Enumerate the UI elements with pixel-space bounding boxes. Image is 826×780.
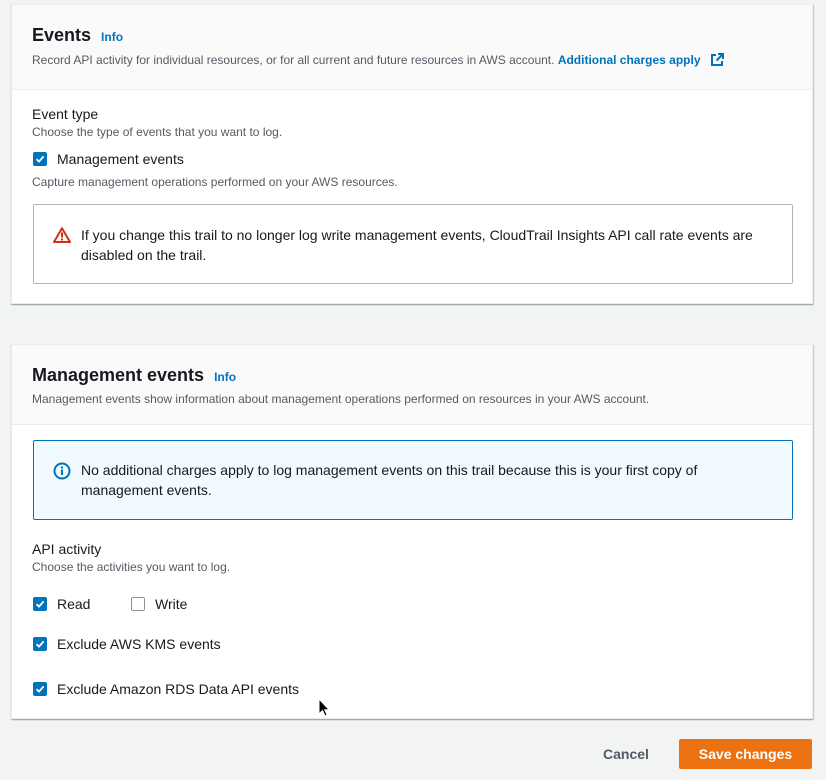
management-events-desc: Capture management operations performed on your AWS resources. [32, 175, 398, 189]
management-events-checkbox-row[interactable] [33, 151, 184, 167]
exclude-rds-checkbox-label: Exclude Amazon RDS Data API events [57, 681, 300, 697]
read-checkbox-row[interactable] [33, 596, 90, 612]
warning-icon [53, 227, 71, 248]
exclude-kms-checkbox-label: Exclude AWS KMS events [57, 636, 221, 652]
write-checkbox[interactable] [131, 597, 145, 611]
management-events-title: Management events [32, 365, 205, 385]
cancel-button[interactable]: Cancel [603, 746, 649, 762]
events-info-link[interactable]: Info [101, 30, 124, 44]
exclude-rds-checkbox-row[interactable] [33, 681, 299, 697]
api-activity-desc: Choose the activities you want to log. [32, 560, 231, 574]
management-events-panel [11, 344, 813, 719]
event-type-label: Event type [32, 106, 99, 122]
exclude-rds-checkbox[interactable] [33, 682, 47, 696]
write-events-warning-text: If you change this trail to no longer log write management events, CloudTrail Insights API call rate events are disabled on the trail. [81, 227, 753, 263]
management-events-checkbox-label: Management events [57, 151, 184, 167]
additional-charges-link[interactable]: Additional charges apply [557, 53, 701, 67]
management-panel-header [12, 345, 812, 425]
events-title: Events [32, 25, 92, 45]
read-checkbox[interactable] [33, 597, 47, 611]
events-description-text: Record API activity for individual resources, or for all current and future resources in AWS account. [32, 53, 555, 67]
no-charges-notice-text: No additional charges apply to log management events on this trail because this is your first copy of management events. [81, 462, 698, 498]
events-panel-body [12, 90, 812, 304]
info-icon [53, 462, 71, 485]
exclude-kms-checkbox-row[interactable] [33, 636, 221, 652]
mouse-cursor-icon [318, 698, 330, 722]
events-description [32, 53, 792, 70]
event-type-desc: Choose the type of events that you want to log. [32, 125, 283, 139]
no-charges-notice [33, 440, 793, 520]
read-checkbox-label: Read [57, 596, 91, 612]
management-events-checkbox[interactable] [33, 152, 47, 166]
external-link-icon[interactable] [710, 53, 724, 70]
events-panel [11, 4, 813, 304]
save-changes-button[interactable]: Save changes [679, 739, 812, 769]
api-activity-label: API activity [32, 541, 102, 557]
events-panel-header [12, 5, 812, 90]
write-checkbox-row[interactable] [131, 596, 187, 612]
management-info-link[interactable]: Info [214, 370, 237, 384]
management-panel-body [12, 425, 812, 719]
write-events-warning [33, 204, 793, 284]
management-description: Management events show information about management operations performed on resources in your AWS account. [32, 392, 650, 406]
exclude-kms-checkbox[interactable] [33, 637, 47, 651]
write-checkbox-label: Write [155, 596, 188, 612]
